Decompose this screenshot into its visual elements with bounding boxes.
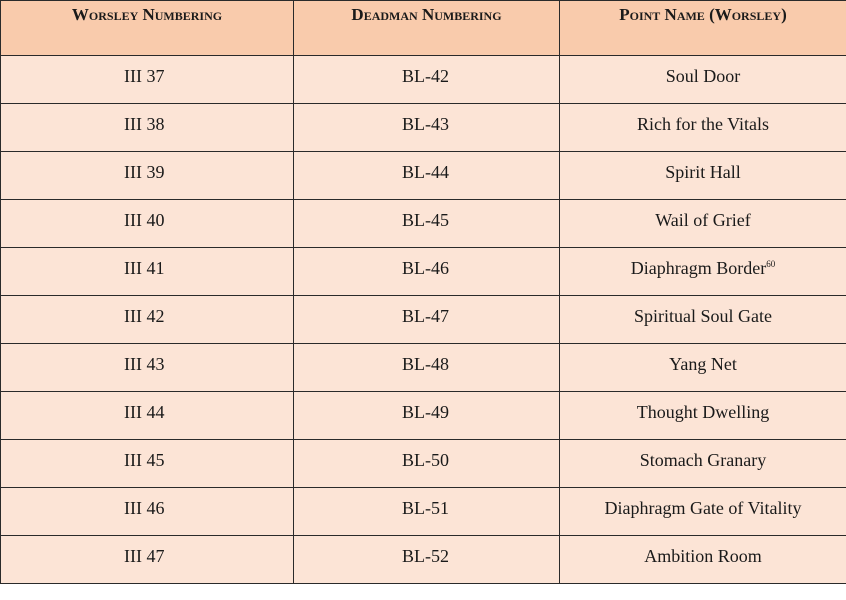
worsley-number-cell: III 37 [1, 56, 294, 104]
point-name-text: Rich for the Vitals [636, 114, 770, 134]
table-row [1, 104, 846, 152]
worsley-number-cell: III 42 [1, 296, 294, 344]
table-row [1, 248, 846, 296]
table-row [1, 152, 846, 200]
point-name-text: Stomach Granary [639, 450, 767, 470]
header-deadman-numbering: Deadman Numbering [294, 1, 560, 56]
table-body [1, 56, 846, 584]
deadman-number-cell: BL-43 [294, 104, 560, 152]
point-name-text: Yang Net [669, 354, 737, 374]
table-row [1, 536, 846, 584]
deadman-number-cell: BL-51 [294, 488, 560, 536]
table-row [1, 56, 846, 104]
header-worsley-numbering: Worsley Numbering [1, 1, 294, 56]
header-row [1, 1, 846, 56]
worsley-number-cell: III 47 [1, 536, 294, 584]
deadman-number-cell: BL-44 [294, 152, 560, 200]
point-name-text: Diaphragm Border [630, 258, 767, 278]
point-name-text: Soul Door [665, 66, 741, 86]
deadman-number-cell: BL-47 [294, 296, 560, 344]
deadman-number-cell: BL-42 [294, 56, 560, 104]
deadman-number-cell: BL-49 [294, 392, 560, 440]
deadman-number-cell: BL-46 [294, 248, 560, 296]
point-name-text: Diaphragm Gate of Vitality [604, 498, 802, 518]
point-name-cell [560, 488, 846, 536]
point-name-cell [560, 392, 846, 440]
point-name-cell [560, 104, 846, 152]
deadman-number-cell: BL-52 [294, 536, 560, 584]
deadman-number-cell: BL-45 [294, 200, 560, 248]
point-name-cell [560, 536, 846, 584]
worsley-number-cell: III 41 [1, 248, 294, 296]
point-name-cell [560, 152, 846, 200]
point-name-text: Spirit Hall [665, 162, 741, 182]
deadman-number-cell: BL-48 [294, 344, 560, 392]
worsley-number-cell: III 39 [1, 152, 294, 200]
worsley-number-cell: III 45 [1, 440, 294, 488]
deadman-number-cell: BL-50 [294, 440, 560, 488]
point-name-cell [560, 344, 846, 392]
point-name-cell [560, 200, 846, 248]
point-name-text: Thought Dwelling [636, 402, 770, 422]
table-row [1, 440, 846, 488]
footnote-marker: 60 [766, 259, 776, 269]
worsley-number-cell: III 44 [1, 392, 294, 440]
table-row [1, 392, 846, 440]
header-point-name: Point Name (Worsley) [560, 1, 846, 56]
point-name-cell [560, 248, 846, 296]
point-name-cell [560, 296, 846, 344]
table-row [1, 296, 846, 344]
point-name-text: Wail of Grief [655, 210, 751, 230]
worsley-number-cell: III 38 [1, 104, 294, 152]
table-row [1, 488, 846, 536]
worsley-number-cell: III 46 [1, 488, 294, 536]
point-name-cell [560, 440, 846, 488]
point-name-cell [560, 56, 846, 104]
table-row [1, 200, 846, 248]
point-name-text: Ambition Room [644, 546, 762, 566]
worsley-number-cell: III 43 [1, 344, 294, 392]
table-row [1, 344, 846, 392]
point-name-text: Spiritual Soul Gate [634, 306, 772, 326]
worsley-number-cell: III 40 [1, 200, 294, 248]
